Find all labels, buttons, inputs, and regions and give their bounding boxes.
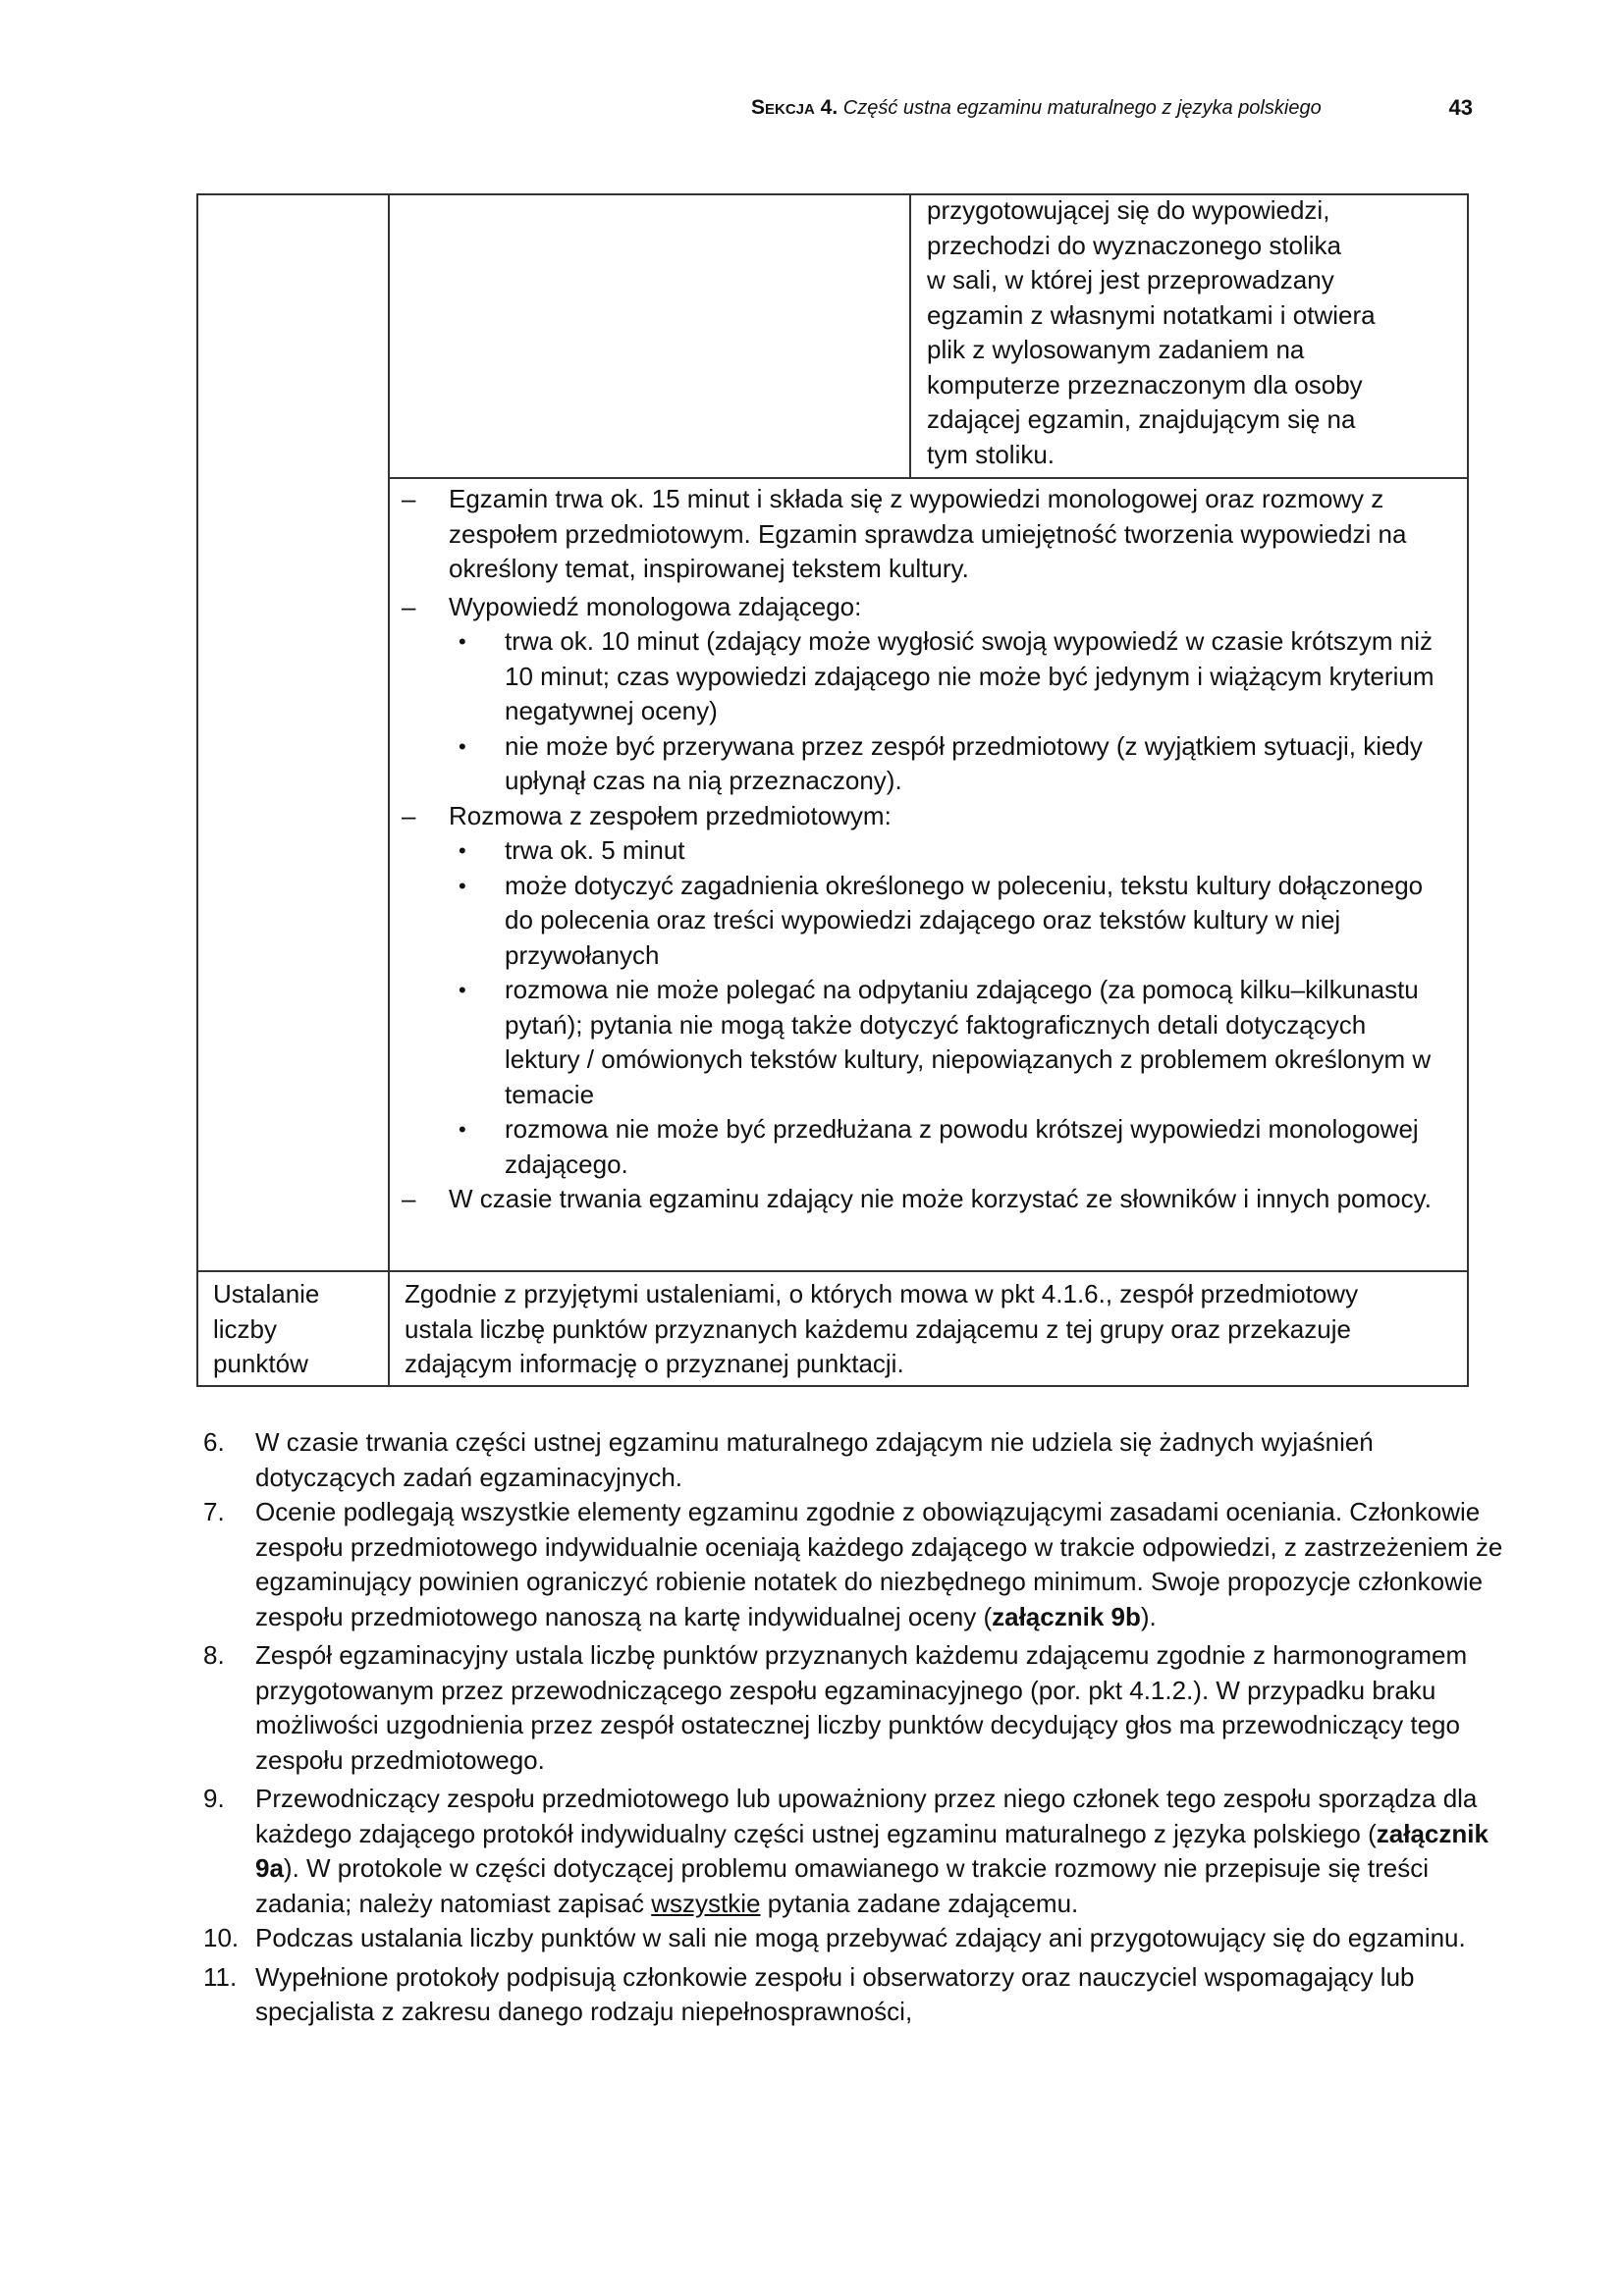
- cell-line: przechodzi do wyznaczonego stolika: [927, 230, 1342, 260]
- bullet-list-item: • trwa ok. 5 minut: [390, 833, 1440, 869]
- bullet-marker: •: [459, 838, 466, 863]
- bullet-marker: •: [459, 978, 466, 1002]
- label-line: punktów: [213, 1349, 308, 1378]
- section-title: Część ustna egzaminu maturalnego z języka polskiego: [842, 97, 1322, 119]
- attachment-ref: załącznik 9a: [255, 1818, 1489, 1883]
- cell-line: komputerze przeznaczonym dla osoby: [927, 369, 1363, 400]
- exam-procedure-table: [196, 193, 1469, 1387]
- bullet-marker: •: [459, 1117, 466, 1142]
- row3-content-cell: Zgodnie z przyjętymi ustaleniami, o których mowa w pkt 4.1.6., zespół przedmiotowy ustala liczbę punktów przyznanych każdemu zdającemu z tej grupy oraz przekazuje zdającym informację o przyznanej punktacji.: [405, 1279, 1359, 1378]
- row2-content-cell: [390, 482, 1440, 1217]
- cell-line: plik z wylosowanym zadaniem na: [927, 335, 1305, 364]
- page-number: 43: [1448, 95, 1473, 120]
- row-divider-1: [388, 477, 1467, 479]
- bullet-list-item: • rozmowa nie może polegać na odpytaniu zdającego (za pomocą kilku–kilkunastu pytań); pytania nie mogą także dotyczyć faktograficznych detali dotyczących lektury / omówionych tekstów kultury, niepowiązanych z problemem określonym w temacie: [459, 975, 1432, 1109]
- bullet-list-item: • może dotyczyć zagadnienia określonego w poleceniu, tekstu kultury dołączonego do polecenia oraz treści wypowiedzi zdającego oraz tekstów kultury w niej przywołanych: [459, 870, 1424, 970]
- dash-list-item: – Rozmowa z zespołem przedmiotowym:: [390, 799, 1440, 834]
- dash-list-item: – Egzamin trwa ok. 15 minut i składa się z wypowiedzi monologowej oraz rozmowy z zespołem przedmiotowym. Egzamin sprawdza umiejętność tworzenia wypowiedzi na określony temat, inspirowanej tekstem kultury.: [402, 484, 1407, 583]
- cell-line: zdającej egzamin, znajdującym się na: [927, 404, 1356, 434]
- dash-marker: –: [402, 591, 416, 621]
- row1-right-cell: [927, 193, 1457, 472]
- list-item-8: 8. Zespół egzaminacyjny ustala liczbę punktów przyznanych każdemu zdającemu zgodnie z harmonogramem przygotowanym przez przewodniczącego zespołu egzaminacyjnego (por. pkt 4.1.2.). W przypadku braku możliwości uzgodnienia przez zespół ostatecznej liczby punktów decydujący głos ma przewodniczący tego zespołu przedmiotowego.: [203, 1640, 1468, 1775]
- dash-marker: –: [402, 1184, 416, 1213]
- bullet-list-item: • trwa ok. 10 minut (zdający może wygłosić swoją wypowiedź w czasie krótszym niż 10 minut; czas wypowiedzi zdającego nie może być jedynym i wiążącym kryterium negatywnej oceny): [459, 626, 1435, 725]
- bullet-list-item: • nie może być przerywana przez zespół przedmiotowy (z wyjątkiem sytuacji, kiedy upłynął czas na nią przeznaczony).: [459, 730, 1423, 795]
- running-header: [751, 94, 1473, 122]
- list-item-6: 6. W czasie trwania części ustnej egzaminu maturalnego zdającym nie udziela się żadnych wyjaśnień dotyczących zadań egzaminacyjnych.: [203, 1427, 1374, 1492]
- dash-marker: –: [402, 800, 416, 830]
- bullet-marker: •: [459, 629, 466, 654]
- section-label: Sekcja 4.: [751, 96, 839, 119]
- row3-label-cell: [213, 1277, 380, 1382]
- cell-line: tym stoliku.: [927, 439, 1056, 469]
- list-item-7: 7. Ocenie podlegają wszystkie elementy egzaminu zgodnie z obowiązującymi zasadami oceniania. Członkowie zespołu przedmiotowego indywidualnie oceniają każdego zdającego w trakcie odpowiedzi, z zastrzeżeniem że egzaminujący powinien ograniczyć robienie notatek do niezbędnego minimum. Swoje propozycje członkowie zespołu przedmiotowego nanoszą na kartę indywidualnej oceny (załącznik 9b).: [203, 1497, 1503, 1631]
- label-line: liczby: [213, 1313, 278, 1344]
- row-divider-2: [198, 1270, 1467, 1272]
- emphasis-underline: wszystkie: [651, 1888, 761, 1918]
- list-item-9: 9. Przewodniczący zespołu przedmiotowego lub upoważniony przez niego członek tego zespołu sporządza dla każdego zdającego protokół indywidualny części ustnej egzaminu maturalnego z języka polskiego (załącznik 9a). W protokole w części dotyczącej problemu omawianego w trakcie rozmowy nie przepisuje się treści zadania; należy natomiast zapisać wszystkie pytania zadane zdającemu.: [203, 1784, 1489, 1918]
- dash-marker: –: [402, 484, 416, 513]
- label-line: Ustalanie: [213, 1279, 320, 1308]
- list-item-11: 11. Wypełnione protokoły podpisują członkowie zespołu i obserwatorzy oraz nauczyciel wspomagający lub specjalista z zakresu danego rodzaju niepełnosprawności,: [203, 1961, 1415, 2026]
- dash-list-item: – Wypowiedź monologowa zdającego:: [390, 590, 1440, 625]
- inner-column-divider: [909, 195, 911, 477]
- bullet-list-item: • rozmowa nie może być przedłużana z powodu krótszej wypowiedzi monologowej zdającego.: [459, 1114, 1419, 1179]
- cell-line: w sali, w której jest przeprowadzany: [927, 265, 1334, 294]
- cell-line: egzamin z własnymi notatkami i otwiera: [927, 299, 1376, 330]
- attachment-ref: załącznik 9b: [992, 1601, 1141, 1631]
- dash-list-item: – W czasie trwania egzaminu zdający nie może korzystać ze słowników i innych pomocy.: [390, 1182, 1440, 1217]
- list-item-10: 10. Podczas ustalania liczby punktów w sali nie mogą przebywać zdający ani przygotowujący się do egzaminu.: [203, 1923, 1466, 1952]
- cell-line: przygotowującej się do wypowiedzi,: [927, 195, 1330, 225]
- bullet-marker: •: [459, 873, 466, 898]
- numbered-list: [203, 1425, 1509, 2030]
- bullet-marker: •: [459, 733, 466, 759]
